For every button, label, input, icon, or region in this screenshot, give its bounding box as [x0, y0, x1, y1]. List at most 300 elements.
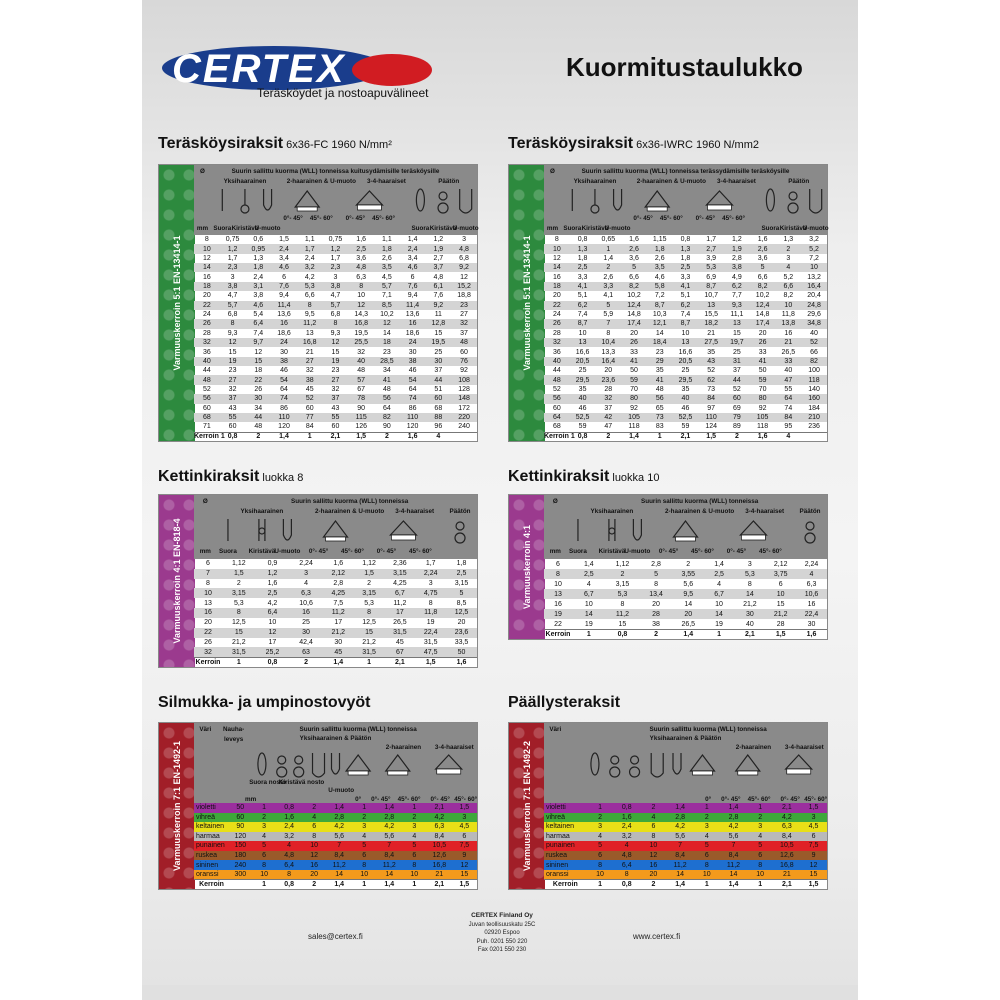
s6-cell: 10 [702, 871, 711, 879]
s2-cell: 9,3 [732, 301, 742, 309]
s3-table-row [194, 579, 477, 589]
s5-cell: 1,5 [459, 804, 470, 812]
s3-cell: 6,3 [301, 589, 311, 597]
s1-side-text: Varmuuskerroin 5:1 EN-13414-1 [172, 235, 182, 371]
s1-cell: 148 [458, 395, 470, 403]
s1-cell: 12 [460, 273, 468, 281]
s2-title [508, 135, 759, 153]
s4-cell: 8 [620, 600, 625, 608]
s5-cell: 4,2 [434, 813, 445, 821]
s2-rows [544, 235, 827, 441]
s2-title-sub: 6x36-IWRC 1960 N/mm2 [636, 139, 759, 151]
s3-header [194, 495, 477, 559]
s4-cell: 10 [554, 580, 562, 588]
s6-table-row [544, 803, 827, 813]
s5-kerroin-cell: 1 [362, 881, 367, 889]
s1-cell: 30 [280, 348, 288, 356]
s5-hdr-suora: Suora nosto [249, 779, 286, 786]
s2-table-row [544, 385, 827, 394]
s4-cell: 19 [584, 620, 593, 628]
s5-cell: 300 [234, 871, 247, 879]
s5-hdr-mm: mm [244, 796, 257, 803]
poster [142, 0, 858, 1000]
s2-cell: 43 [707, 357, 716, 365]
s3-cell: 21,2 [362, 638, 376, 646]
footer-email[interactable]: sales@certex.fi [308, 932, 363, 941]
s6-hdr-main: Suurin sallittu kuorma (WLL) tonneissa [649, 726, 767, 733]
s5-cell: 5 [412, 842, 417, 850]
s4-title-sub: luokka 10 [612, 472, 660, 484]
s6-kerroin-cell: 1 [598, 881, 602, 889]
s2-cell: 52 [732, 385, 741, 393]
s1-cell: 64 [280, 385, 288, 393]
s1-cell: 15 [331, 348, 340, 356]
s6-table-row [544, 870, 827, 880]
s2-hdr-g4: Päätön [788, 178, 810, 185]
s4-cell: 4 [717, 580, 722, 588]
s2-cell: 18,2 [704, 320, 718, 328]
s5-kerroin-cell: 1,5 [459, 881, 470, 889]
s1-cell: 10,2 [380, 311, 394, 319]
footer-company: CERTEX Finland Oy [471, 912, 533, 919]
s2-cell: 92 [758, 404, 767, 412]
s6-cell: 6 [811, 832, 816, 840]
s1-hdr-g1: Yksihaarainen [223, 178, 267, 185]
s2-cell: 7,2 [654, 292, 665, 300]
s2-cell: 5,8 [654, 282, 665, 290]
s1-cell: 68 [202, 414, 211, 422]
s2-cell: 10 [784, 301, 793, 309]
s6-cell: 6 [758, 852, 763, 860]
s3-cell: 4,25 [331, 589, 346, 597]
s4-cell: 4 [586, 580, 591, 588]
s4-side-text: Varmuuskerroin 4:1 [522, 524, 532, 610]
s1-cell: 1,2 [433, 236, 444, 244]
s5-hdr-a0: 0° [355, 796, 362, 803]
s2-cell: 12,4 [755, 301, 770, 309]
s6-cell: 3 [704, 823, 709, 831]
s1-cell: 2,5 [356, 245, 367, 253]
s2-hdr-u: U-muoto [604, 225, 631, 232]
s1-cell: 60 [434, 395, 443, 403]
s6-hdr-a3: 0°- 45° [780, 796, 800, 803]
s1-cell: 38 [280, 357, 288, 365]
s1-cell: 240 [458, 423, 470, 431]
s2-cell: 8,2 [757, 282, 768, 290]
s1-cell: 3,1 [253, 282, 264, 290]
s2-cell: 19,7 [730, 339, 744, 347]
s4-cell: 1,4 [714, 560, 724, 568]
s5-cell: oranssi [196, 871, 219, 879]
s6-cell: 6,4 [621, 861, 632, 869]
s5-hdr-nauha: Nauha- [222, 726, 245, 733]
footer-fax: Fax 0201 550 230 [477, 947, 527, 953]
s2-cell: 59 [630, 376, 638, 384]
s2-cell: 3,3 [680, 273, 691, 281]
s6-cell: violetti [546, 804, 566, 812]
s3-cell: 4,75 [423, 589, 438, 597]
s6-title [508, 694, 620, 712]
s3-table-row [194, 628, 477, 638]
s3-hdr-g4: Päätön [449, 508, 471, 515]
s1-cell: 126 [355, 423, 368, 431]
s2-cell: 64 [552, 414, 561, 422]
s2-cell: 35 [655, 367, 664, 375]
s1-rows [194, 235, 477, 441]
s5-cell: 4 [287, 842, 292, 850]
s2-cell: 37 [732, 367, 741, 375]
s2-cell: 17,4 [627, 320, 641, 328]
s1-cell: 120 [406, 423, 419, 431]
s1-cell: 34 [382, 367, 391, 375]
s2-cell: 66 [810, 348, 818, 356]
s2-cell: 1,8 [654, 245, 665, 253]
s5-cell: keltainen [196, 823, 225, 831]
s6-cell: 5 [758, 842, 763, 850]
s2-cell: 184 [808, 404, 820, 412]
s3-cell: 26,5 [393, 619, 407, 627]
s2-cell: 50 [630, 367, 638, 375]
s3-table-row [194, 608, 477, 618]
s5-cell: 1,4 [384, 804, 395, 812]
s5-cell: 2 [312, 804, 317, 812]
s1-hdr-a1: 0°- 45° [283, 215, 303, 222]
s1-cell: 1,5 [279, 236, 289, 244]
s1-kerroin-cell: 2 [256, 433, 261, 441]
s3-cell: 2,36 [393, 560, 407, 568]
s6-cell: 1,5 [808, 804, 819, 812]
s5-cell: 3 [462, 813, 467, 821]
s1-cell: 16 [280, 320, 288, 328]
s5-cell: sininen [196, 861, 219, 869]
s1-hdr-g3: 3-4-haaraiset [367, 178, 406, 185]
s2-cell: 17,4 [755, 320, 770, 328]
s6-table-row [544, 822, 827, 832]
s3-kerroin-row [194, 657, 477, 667]
certex-logo [162, 44, 432, 124]
s2-table-row [544, 244, 827, 253]
s4-cell: 2 [620, 570, 625, 578]
s1-cell: 0,6 [253, 236, 264, 244]
s2-kerroin-cell: 0,8 [577, 433, 588, 441]
s2-cell: 47 [784, 376, 793, 384]
s2-cell: 29,5 [575, 376, 590, 384]
s2-cell: 41 [630, 357, 638, 365]
s2-cell: 10 [552, 245, 561, 253]
s6-title-main: Päällysteraksit [508, 694, 621, 711]
s3-cell: 21,2 [331, 629, 346, 637]
s5-cell: 120 [234, 832, 247, 840]
s3-cell: 2,12 [331, 570, 346, 578]
s2-hdr-g1: Yksihaarainen [573, 178, 617, 185]
s1-cell: 1,7 [304, 245, 315, 253]
s2-hdr-kir: Kiristävä [581, 225, 609, 232]
s1-cell: 2,6 [382, 254, 392, 262]
s1-cell: 0,75 [328, 236, 343, 244]
s2-cell: 80 [630, 395, 638, 403]
s1-cell: 18 [202, 282, 211, 290]
s5-cell: 50 [236, 804, 245, 812]
s2-cell: 97 [707, 404, 716, 412]
s1-cell: 8 [333, 320, 338, 328]
s2-cell: 80 [758, 395, 767, 403]
s1-title-sub: 6x36-FC 1960 N/mm² [286, 139, 392, 151]
s3-cell: 3,15 [393, 570, 407, 578]
s2-cell: 84 [707, 395, 716, 403]
s2-cell: 13,8 [781, 320, 796, 328]
s3-kerroin-cell: 1,5 [425, 659, 436, 667]
s1-hdr-dia: Ø [200, 168, 205, 175]
s5-cell: 60 [236, 813, 245, 821]
s5-kerroin-cell: Kerroin [199, 881, 224, 889]
s5-cell: 8 [312, 832, 317, 840]
s3-cell: 5 [459, 589, 464, 597]
s2-cell: 4,9 [732, 273, 742, 281]
s3-cell: 16 [302, 609, 310, 617]
s1-cell: 19,5 [431, 339, 446, 347]
s3-cell: 5,3 [364, 599, 374, 607]
s4-hdr-g2: 2-haarainen & U-muoto [665, 508, 735, 515]
s1-cell: 4,8 [433, 273, 444, 281]
s4-hdr-g3: 3-4-haaraiset [745, 508, 785, 515]
s5-hdr-u: U-muoto [328, 787, 355, 794]
s1-cell: 1,6 [356, 236, 367, 244]
s4-cell: 14 [684, 600, 693, 608]
s1-cell: 3 [230, 273, 235, 281]
s5-cell: 4,2 [384, 823, 395, 831]
s3-cell: 12,5 [454, 609, 469, 617]
s5-cell: 12 [460, 861, 469, 869]
s1-cell: 11,4 [406, 301, 420, 309]
bottom-strip [142, 985, 858, 1000]
s5-cell: 8 [287, 871, 292, 879]
s1-cell: 2,7 [433, 254, 444, 262]
s6-cell: 4 [624, 842, 629, 850]
s2-cell: 46 [578, 404, 587, 412]
s4-cell: 19 [554, 610, 562, 618]
s1-cell: 15 [254, 357, 263, 365]
s1-cell: 37 [434, 367, 443, 375]
s2-side-band [509, 165, 545, 441]
s2-cell: 5,3 [706, 264, 717, 272]
s4-header [544, 495, 827, 559]
s3-cell: 8 [206, 580, 210, 588]
s3-cell: 12,5 [362, 619, 376, 627]
s1-cell: 32 [228, 385, 237, 393]
s1-cell: 18,6 [277, 329, 291, 337]
s5-cell: 8 [362, 861, 367, 869]
s2-cell: 44 [732, 376, 741, 384]
s1-cell: 4,8 [356, 264, 367, 272]
s1-cell: 37 [331, 395, 340, 403]
s1-cell: 13,6 [405, 311, 420, 319]
s2-cell: 23 [655, 348, 664, 356]
s3-cell: 4,25 [393, 580, 407, 588]
s4-cell: 5,3 [617, 590, 628, 598]
s1-cell: 4,8 [459, 245, 469, 253]
s1-cell: 19,5 [354, 329, 368, 337]
s4-cell: 10 [776, 590, 785, 598]
s1-cell: 11,2 [303, 320, 317, 328]
s2-cell: 40 [784, 367, 793, 375]
s1-cell: 44 [202, 367, 211, 375]
s2-kerroin-cell: 2 [606, 433, 611, 441]
s4-kerroin-row [544, 629, 827, 639]
s1-cell: 6,6 [304, 292, 315, 300]
s1-cell: 16,8 [302, 339, 317, 347]
s2-table-row [544, 254, 827, 263]
s3-cell: 6 [206, 560, 210, 568]
s1-table-row [194, 272, 477, 281]
s2-table-row [544, 263, 827, 272]
s1-cell: 8,5 [382, 301, 392, 309]
s1-cell: 64 [408, 385, 417, 393]
s2-cell: 1,2 [732, 236, 742, 244]
s1-cell: 26 [202, 320, 211, 328]
s2-cell: 6,2 [680, 301, 691, 309]
s2-cell: 0,8 [577, 236, 588, 244]
s5-cell: 2,8 [384, 813, 395, 821]
s2-hdr-g2: 2-haarainen & U-muoto [636, 178, 706, 185]
s4-table-row [544, 599, 827, 609]
s2-cell: 6,6 [757, 273, 768, 281]
s6-hdr-g3: 3-4-haaraiset [784, 744, 824, 751]
s4-cell: 16 [554, 600, 562, 608]
s3-cell: 31,5 [232, 648, 246, 656]
s1-cell: 12 [357, 301, 366, 309]
s2-cell: 13,3 [601, 348, 616, 356]
s3-cell: 45 [334, 648, 343, 656]
s1-cell: 16,8 [354, 320, 368, 328]
s2-cell: 6,2 [577, 301, 588, 309]
s4-kerroin-cell: 2 [654, 631, 658, 638]
s1-cell: 12 [254, 348, 263, 356]
footer-phone: Puh. 0201 550 220 [476, 938, 528, 945]
s2-cell: 6,6 [629, 273, 639, 281]
s3-cell: 1,5 [233, 570, 244, 578]
s1-cell: 46 [408, 367, 417, 375]
s1-cell: 36 [202, 348, 211, 356]
s2-cell: 2,8 [732, 254, 742, 262]
s1-cell: 60 [228, 423, 237, 431]
s3-cell: 3,15 [232, 589, 246, 597]
s1-cell: 1,1 [382, 236, 392, 244]
s4-cell: 22,4 [804, 610, 819, 618]
s4-cell: 3 [747, 560, 752, 568]
s2-cell: 10 [681, 329, 690, 337]
s2-hdr-a3: 0°- 45° [695, 215, 715, 222]
s6-cell: 10 [756, 871, 765, 879]
s1-cell: 3,8 [253, 292, 264, 300]
s3-hdr-a3: 0°- 45° [376, 548, 397, 555]
s4-cell: 3,55 [681, 570, 696, 578]
s3-cell: 23,6 [454, 629, 469, 637]
s2-cell: 8,7 [577, 320, 588, 328]
s6-table-row [544, 841, 827, 851]
footer-web[interactable]: www.certex.fi [633, 932, 681, 941]
s5-cell: 20 [310, 871, 319, 879]
s2-hdr-p2: Kiristävä [779, 225, 807, 232]
s1-cell: 56 [202, 395, 211, 403]
s3-cell: 2,24 [299, 560, 313, 568]
s2-cell: 210 [808, 414, 820, 422]
s1-cell: 38 [408, 357, 417, 365]
s3-cell: 4 [304, 580, 308, 588]
svg-text:CERTEX: CERTEX [172, 47, 346, 91]
s2-card [508, 164, 828, 442]
s1-cell: 3,4 [279, 254, 289, 262]
s5-table-row [194, 803, 477, 813]
s6-kerroin-cell: 1 [704, 881, 709, 889]
s4-cell: 8 [747, 580, 752, 588]
s6-cell: 5,6 [728, 832, 739, 840]
s2-cell: 40 [552, 357, 561, 365]
s1-cell: 37 [460, 329, 468, 337]
s2-cell: 4,1 [577, 282, 588, 290]
s4-kerroin-cell: 1,5 [775, 631, 786, 638]
s1-cell: 21 [305, 348, 314, 356]
s2-cell: 13 [732, 320, 741, 328]
s3-cell: 2,8 [333, 580, 344, 588]
s5-kerroin-cell: 2 [312, 881, 317, 889]
s4-cell: 20 [652, 600, 660, 608]
s1-cell: 1,1 [304, 236, 315, 244]
s6-cell: 2,8 [728, 813, 739, 821]
s1-cell: 4,5 [382, 273, 392, 281]
s6-hdr-a1: 0°- 45° [721, 796, 741, 803]
s2-cell: 29 [655, 357, 664, 365]
s1-cell: 8 [359, 282, 364, 290]
s3-cell: 8 [236, 609, 241, 617]
s4-cell: 10 [715, 600, 723, 608]
s2-cell: 140 [808, 385, 820, 393]
s4-title-main: Kettinkiraksit [508, 468, 610, 485]
s3-cell: 33,5 [454, 638, 469, 646]
s2-cell: 32 [552, 339, 561, 347]
s2-cell: 8,7 [706, 282, 717, 290]
s1-cell: 32 [202, 339, 211, 347]
s5-cell: 7 [387, 842, 392, 850]
s2-cell: 12 [552, 254, 561, 262]
s4-hdr-main: Suurin sallittu kuorma (WLL) tonneissa [641, 498, 759, 505]
s3-cell: 42,4 [299, 638, 313, 646]
s6-cell: 11,2 [726, 861, 741, 869]
s5-table-row [194, 832, 477, 842]
s1-kerroin-cell: 1 [307, 433, 312, 441]
s2-cell: 1,8 [680, 254, 691, 262]
s6-cell: 15 [809, 871, 818, 879]
s3-cell: 1,5 [364, 570, 374, 578]
s1-cell: 4,6 [407, 264, 418, 272]
s6-cell: harmaa [546, 832, 570, 840]
s1-table-row [194, 347, 477, 356]
s2-cell: 3,3 [603, 282, 614, 290]
s2-cell: 79 [732, 414, 741, 422]
s2-cell: 16,4 [601, 357, 616, 365]
s6-hdr-g2: 2-haarainen [735, 744, 772, 751]
s5-cell: 240 [234, 861, 247, 869]
s2-cell: 1,4 [603, 254, 614, 262]
s4-kerroin-cell: 1 [717, 631, 722, 638]
s2-table-row [544, 413, 827, 422]
s4-cell: 11,2 [615, 610, 629, 618]
s3-hdr-a2: 45°- 60° [341, 548, 364, 555]
s1-kerroin-cell: 1,4 [279, 433, 289, 441]
s5-hdr-a1: 0°- 45° [371, 796, 391, 803]
s5-cell: 11,2 [332, 861, 346, 869]
s1-cell: 120 [278, 423, 290, 431]
s2-cell: 13,2 [807, 273, 821, 281]
